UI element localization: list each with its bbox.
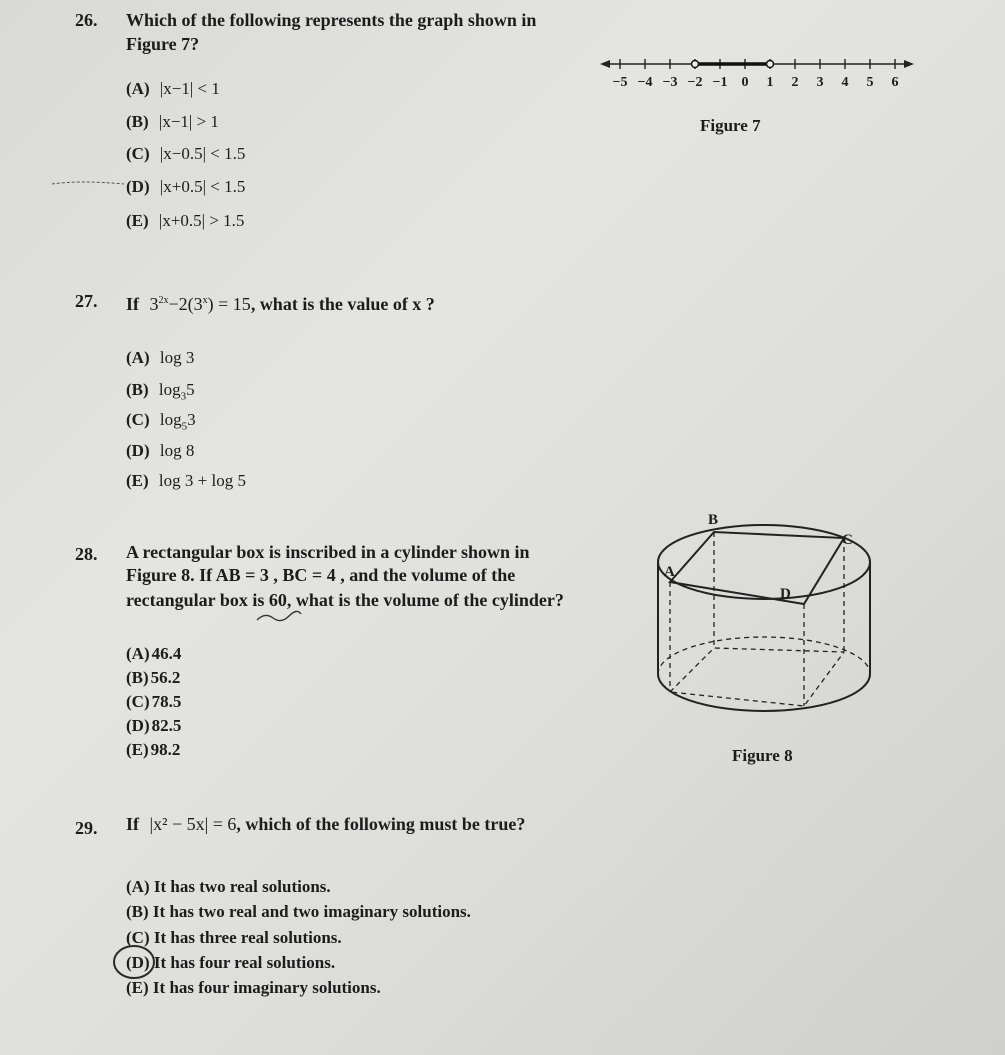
pen-underline <box>255 610 305 624</box>
q28-option-c: (C) 78.5 <box>126 692 182 711</box>
q26-number: 26. <box>75 10 98 30</box>
q27-option-a: (A) log 3 <box>126 348 195 367</box>
q29-number: 29. <box>75 818 98 838</box>
tick-label: 2 <box>791 75 799 90</box>
q28-number: 28. <box>75 544 98 564</box>
q27-number: 27. <box>75 291 98 311</box>
pen-mark <box>50 176 130 190</box>
answer-circle-mark <box>108 940 164 984</box>
q28-option-a: (A) 46.4 <box>126 644 182 663</box>
tick-label: 3 <box>816 75 824 90</box>
q26-option-b: (B) |x−1| > 1 <box>126 112 219 131</box>
tick-label: −4 <box>637 75 653 90</box>
q28-option-b: (B) 56.2 <box>126 668 181 687</box>
q29-option-e: (E) It has four imaginary solutions. <box>126 978 381 997</box>
tick-label: −3 <box>662 75 678 90</box>
q26-option-d: (D) |x+0.5| < 1.5 <box>126 177 246 196</box>
q28-option-d: (D) 82.5 <box>126 716 182 735</box>
q27-option-d: (D) log 8 <box>126 441 195 460</box>
figure-8-caption: Figure 8 <box>732 746 793 765</box>
q26-option-e: (E) |x+0.5| > 1.5 <box>126 211 245 230</box>
point-b-label: B <box>708 512 719 528</box>
q27-option-b: (B) $\log_35$ <box>126 380 195 403</box>
tick-label: −2 <box>687 75 703 90</box>
q29-option-a: (A) It has two real solutions. <box>126 877 331 896</box>
figure-8-cylinder <box>640 500 880 730</box>
figure-7-number-line <box>600 50 920 100</box>
q29-option-c: (C) It has three real solutions. <box>126 928 342 947</box>
open-circle-left <box>692 61 699 68</box>
tick-label: 1 <box>766 75 774 90</box>
tick-label: 5 <box>866 75 874 90</box>
open-circle-right <box>767 61 774 68</box>
tick-label: −1 <box>712 75 728 90</box>
q28-text-line3: rectangular box is 60, what is the volume of the cylinder? <box>126 590 564 610</box>
tick-label: 4 <box>841 75 849 90</box>
figure-7-caption: Figure 7 <box>700 116 761 135</box>
q27-equation: $3^{2x}-2(3^x) = 15$ <box>149 294 251 314</box>
tick-label: 6 <box>891 75 899 90</box>
q29-option-b: (B) It has two real and two imaginary solutions. <box>126 902 471 921</box>
q29-question: If |x² − 5x| = 6, which of the following must be true? <box>126 814 526 834</box>
q26-option-c: (C) |x−0.5| < 1.5 <box>126 144 246 163</box>
tick-label: 0 <box>741 75 749 90</box>
q26-text-line2: Figure 7? <box>126 34 200 54</box>
q26-text-line1: Which of the following represents the graph shown in <box>126 10 537 30</box>
q26-option-a: (A) |x−1| < 1 <box>126 79 220 98</box>
cylinder-bottom-back <box>658 637 870 674</box>
cylinder-top-ellipse <box>658 525 870 599</box>
q27-option-e: (E) log 3 + log 5 <box>126 471 246 490</box>
tick-label: −5 <box>612 75 628 90</box>
arrow-left-icon <box>600 60 610 68</box>
point-d-label: D <box>780 586 791 602</box>
q28-text-line2: Figure 8. If AB = 3 , BC = 4 , and the volume of the <box>126 565 516 585</box>
q28-option-e: (E) 98.2 <box>126 740 181 759</box>
q27-option-c: (C) $\log_53$ <box>126 410 196 433</box>
q29-option-d: (D) It has four real solutions. <box>126 953 336 972</box>
number-line-tick-labels <box>613 75 899 90</box>
cylinder-bottom-front <box>658 674 870 711</box>
box-bottom-face <box>670 648 844 706</box>
q27-question: If $3^{2x}-2(3^x) = 15$, what is the value of x ? <box>126 294 435 314</box>
point-a-label: A <box>664 564 675 580</box>
q28-text-line1: A rectangular box is inscribed in a cylinder shown in <box>126 542 530 562</box>
point-c-label: C <box>842 532 853 548</box>
arrow-right-icon <box>904 60 914 68</box>
